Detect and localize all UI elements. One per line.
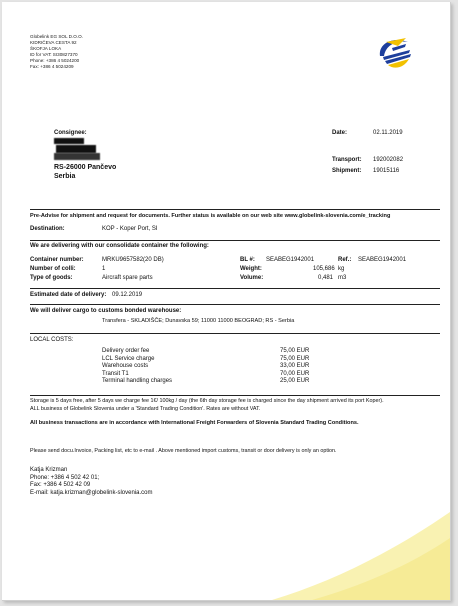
ref-value: SEABEG1942001 — [358, 257, 407, 263]
shipment-value: 19015116 — [373, 168, 400, 174]
redacted-block — [54, 138, 84, 144]
shipment-label: Shipment: — [332, 168, 362, 174]
goods-label: Type of goods: — [30, 275, 73, 281]
globelink-logo-icon — [372, 30, 418, 72]
company-fax: Fax: +386 4 5024209 — [30, 64, 74, 69]
container-number-label: Container number: — [30, 257, 84, 263]
consignee-label: Consignee: — [54, 130, 87, 136]
warehouse-heading: We will deliver cargo to customs bonded warehouse: — [30, 308, 182, 314]
date-label: Date: — [332, 130, 348, 136]
company-name: Globelink EG SOL D.O.O. — [30, 34, 83, 39]
cost-item-name: Delivery order fee — [102, 348, 150, 354]
cost-item-amount: 33,00 EUR — [280, 363, 310, 369]
volume-label: Volume: — [240, 275, 264, 281]
volume-value: 0,481 — [318, 275, 334, 281]
company-street: KIDRIČEVA CESTA 92 — [30, 40, 77, 45]
document-page — [2, 2, 451, 601]
trading-note: ALL business of Globelink Slovenia under a 'Standard Trading Condition'. Rates are without VAT. — [30, 406, 261, 412]
cost-item-name: Terminal handling charges — [102, 378, 173, 384]
transport-value: 192002082 — [373, 157, 404, 163]
redacted-block — [54, 153, 100, 160]
colli-value: 1 — [102, 266, 106, 272]
send-docs-note: Please send docu.Invoice, Packing list, etc to e-mail . Above mentioned import customs, transit or door delivery is only an option. — [30, 448, 337, 454]
company-city: ŠKOFJA LOKA — [30, 46, 62, 51]
cost-amounts — [280, 348, 309, 386]
local-costs-label: LOCAL COSTS: — [30, 337, 74, 343]
warehouse-address: Transfera - SKLADIŠČE; Dunavska 59; 11000 11000 BEOGRAD; RS - Serbia — [102, 318, 295, 324]
date-value: 02.11.2019 — [373, 130, 403, 136]
container-number-value: MRKU9657582(20 DB) — [102, 257, 164, 263]
transport-label: Transport: — [332, 157, 362, 163]
cost-item-name: LCL Service charge — [102, 355, 155, 362]
company-address — [30, 34, 83, 70]
consignee-city: RS-26000 Pančevo — [54, 164, 117, 171]
bl-value: SEABEG1942001 — [266, 257, 315, 263]
bl-label: BL #: — [240, 257, 255, 263]
contact-email: E-mail: katja.krizman@globelink-slovenia.com — [30, 489, 153, 496]
weight-value: 105,686 — [313, 266, 335, 272]
cost-item-name: Warehouse costs — [102, 363, 149, 369]
destination-value: KOP - Koper Port, SI — [102, 226, 158, 232]
destination-label: Destination: — [30, 226, 65, 232]
goods-value: Aircraft spare parts — [102, 275, 153, 281]
cost-list — [102, 348, 172, 386]
contact-block — [30, 467, 152, 497]
storage-note: Storage is 5 days free, after 5 days we charge fee 1€/ 100kg / day (the 6th day storage fee is charged since the day shipment arrived its port Koper). — [30, 398, 384, 404]
company-phone: Phone: +386 4 5024200 — [30, 58, 80, 63]
company-vat: ID for VAT: SI30827370 — [30, 52, 78, 57]
estimated-value: 09.12.2019 — [112, 292, 143, 298]
consignee-country: Serbia — [54, 173, 76, 180]
cost-item-amount: 70,00 EUR — [280, 370, 310, 377]
cost-item-name: Transit T1 — [102, 370, 129, 377]
delivering-heading: We are delivering with our consolidate container the following: — [30, 243, 209, 249]
weight-unit: kg — [338, 266, 345, 272]
contact-phone: Phone: +386 4 502 42 01; — [30, 474, 100, 481]
preadvise-text: Pre-Advise for shipment and request for documents. Further status is available on our web site www.globelink-slovenia.com/e_tracking — [30, 213, 391, 219]
cost-item-amount: 75,00 EUR — [280, 355, 310, 362]
weight-label: Weight: — [240, 266, 262, 272]
redacted-block — [56, 145, 96, 153]
contact-fax: Fax: +386 4 502 42 09 — [30, 482, 91, 488]
footer-wave-decoration — [272, 502, 450, 600]
colli-label: Number of colli: — [30, 266, 76, 272]
contact-name: Katja Krizman — [30, 467, 68, 473]
volume-unit: m3 — [338, 275, 347, 281]
business-note: All business transactions are in accordance with International Freight Forwarders of Slovenia Standard Trading Conditions. — [30, 420, 359, 426]
cost-item-amount: 25,00 EUR — [280, 378, 310, 384]
cost-item-amount: 75,00 EUR — [280, 348, 310, 354]
ref-label: Ref.: — [338, 257, 352, 263]
estimated-label: Estimated date of delivery: — [30, 292, 107, 298]
